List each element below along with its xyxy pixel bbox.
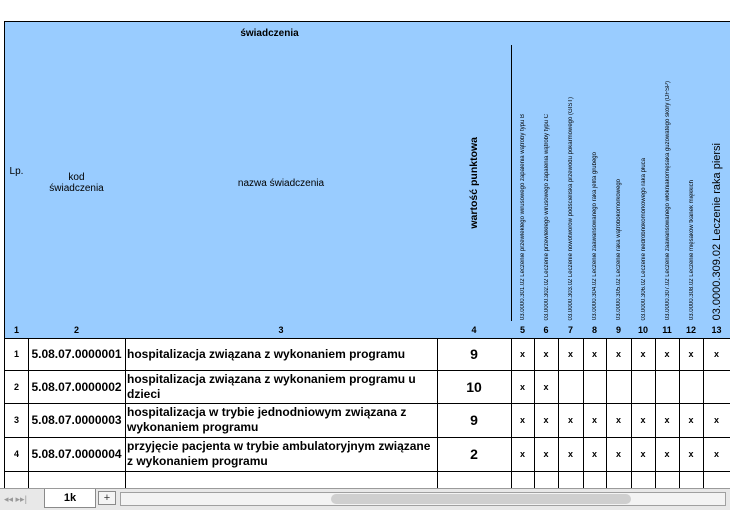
row-mark: x (713, 449, 719, 459)
table-row-name[interactable] (125, 403, 438, 438)
row-mark: x (615, 349, 621, 359)
row-mark: x (713, 415, 719, 425)
row-mark: x (688, 415, 694, 425)
row-mark: x (519, 415, 525, 425)
table-row-mark[interactable] (703, 338, 730, 371)
program-header-9[interactable] (703, 45, 730, 322)
table-row-mark[interactable] (631, 370, 656, 404)
table-row-mark[interactable] (679, 403, 704, 438)
row-mark: x (640, 349, 646, 359)
table-row-mark[interactable] (655, 437, 680, 472)
row-mark: x (543, 415, 549, 425)
col-number-7 (558, 321, 584, 339)
program-header-5[interactable] (606, 45, 632, 322)
table-row-mark[interactable] (583, 370, 607, 404)
table-row-points[interactable] (437, 338, 512, 371)
col-number-label: 3 (278, 324, 284, 335)
row-name: hospitalizacja związana z wykonaniem programu u dzieci (127, 371, 416, 401)
table-row-mark[interactable] (679, 437, 704, 472)
row-mark: x (688, 449, 694, 459)
table-row-mark[interactable] (534, 403, 559, 438)
col-number-label: 6 (543, 324, 549, 335)
col-number-label: 1 (13, 324, 19, 335)
group-header-label: świadczenia (240, 28, 299, 39)
row-points: 10 (466, 378, 482, 395)
col-number-label: 13 (711, 324, 722, 335)
table-row-mark[interactable] (655, 338, 680, 371)
header-code-label: kod świadczenia (49, 172, 104, 194)
row-lp: 1 (13, 349, 19, 359)
header-name-label: nazwa świadczenia (237, 177, 325, 189)
row-mark: x (543, 449, 549, 459)
row-mark: x (543, 381, 549, 392)
row-mark: x (615, 449, 621, 459)
table-row-points[interactable] (437, 403, 512, 438)
table-row-name[interactable] (125, 437, 438, 472)
table-row-name[interactable] (125, 338, 438, 371)
table-row-code[interactable] (28, 338, 126, 371)
program-header-label: 03.0000.304.02 Leczenie zaawansowanego raka jelita grubego (592, 151, 598, 320)
table-row-mark[interactable] (703, 370, 730, 404)
col-number-label: 11 (662, 324, 672, 335)
col-number-label: 8 (591, 324, 597, 335)
row-mark: x (713, 349, 719, 359)
table-row-mark[interactable] (558, 338, 584, 371)
col-number-4 (437, 321, 512, 339)
program-header-label: 03.0000.309.02 Leczenie raka piersi (711, 142, 723, 320)
program-header-label: 03.0000.307.02 Leczenie zaawansowanego włókniakomięsaka guzowatego skóry (DFSP) (664, 80, 671, 320)
table-row-mark[interactable] (606, 338, 632, 371)
table-row-mark[interactable] (534, 338, 559, 371)
program-header-6[interactable] (631, 45, 656, 322)
table-row-mark[interactable] (606, 370, 632, 404)
row-code: 5.08.07.0000004 (31, 447, 122, 461)
group-header[interactable] (28, 22, 512, 46)
table-row-mark[interactable] (606, 437, 632, 472)
row-mark: x (615, 415, 621, 425)
table-row-mark[interactable] (631, 403, 656, 438)
table-row-mark[interactable] (511, 370, 535, 404)
row-mark: x (519, 349, 525, 359)
table-row-lp[interactable] (5, 370, 29, 404)
table-row-mark[interactable] (631, 437, 656, 472)
table-row-mark[interactable] (631, 338, 656, 371)
row-mark: x (664, 415, 670, 425)
row-code: 5.08.07.0000002 (31, 379, 122, 394)
program-header-label: 03.0000.308.02 Leczenie mięsaków tkanek miękkich (688, 179, 695, 320)
header-name[interactable] (125, 45, 438, 322)
row-name: przyjęcie pacjenta w trybie ambulatoryjnym związane z wykonaniem programu (127, 439, 431, 468)
table-row-mark[interactable] (655, 403, 680, 438)
row-code: 5.08.07.0000003 (31, 413, 122, 427)
table-row-mark[interactable] (511, 403, 535, 438)
col-number-11 (655, 321, 680, 339)
program-header-8[interactable] (679, 45, 704, 322)
program-header-label: 03.0000.306.02 Leczenie niedrobnokomórkowego raka płuca (640, 157, 647, 320)
col-number-5 (511, 321, 535, 339)
table-row-code[interactable] (28, 403, 126, 438)
table-row-code[interactable] (28, 437, 126, 472)
col-number-8 (583, 321, 607, 339)
col-number-label: 5 (519, 324, 525, 335)
row-points: 9 (470, 412, 478, 428)
table-row-mark[interactable] (558, 370, 584, 404)
program-header-1[interactable] (511, 45, 535, 322)
header-lp-label: Lp. (9, 166, 24, 177)
header-points-label: wartość punktowa (468, 137, 480, 229)
table-row-lp[interactable] (5, 338, 29, 371)
col-number-13 (703, 321, 730, 339)
row-mark: x (640, 449, 646, 459)
tab-nav-arrows-icon[interactable]: ◂◂ ▸▸| (4, 494, 27, 504)
table-row-mark[interactable] (606, 403, 632, 438)
table-row-mark[interactable] (558, 403, 584, 438)
row-lp: 3 (13, 415, 19, 425)
row-mark: x (519, 381, 525, 392)
row-mark: x (640, 415, 646, 425)
table-row-mark[interactable] (679, 370, 704, 404)
col-number-1 (5, 321, 29, 339)
row-lp: 4 (13, 449, 19, 459)
row-mark: x (664, 449, 670, 459)
horizontal-scrollbar[interactable] (120, 492, 726, 506)
table-row-lp[interactable] (5, 437, 29, 472)
table-row-mark[interactable] (655, 370, 680, 404)
sheet-tab-bar (0, 488, 730, 510)
row-mark: x (591, 349, 597, 359)
table-row-lp[interactable] (5, 403, 29, 438)
col-number-label: 9 (615, 324, 621, 335)
row-lp: 2 (13, 381, 19, 392)
row-mark: x (688, 349, 694, 359)
row-code: 5.08.07.0000001 (31, 347, 122, 361)
row-mark: x (567, 349, 573, 359)
table-row-name[interactable] (125, 370, 438, 404)
row-mark: x (591, 415, 597, 425)
row-points: 2 (470, 446, 478, 462)
header-lp[interactable] (5, 22, 29, 322)
row-mark: x (567, 415, 573, 425)
program-header-label: 03.0000.301.02 Leczenie przewlekłego wirusowego zapalenia wątroby typu B (520, 113, 526, 320)
table-row-mark[interactable] (534, 437, 559, 472)
col-number-label: 4 (471, 324, 477, 335)
table-row-mark[interactable] (583, 338, 607, 371)
row-points: 9 (470, 346, 478, 362)
col-number-label: 2 (73, 324, 79, 335)
col-number-2 (28, 321, 126, 339)
table-row-mark[interactable] (511, 437, 535, 472)
col-number-label: 7 (567, 324, 573, 335)
row-mark: x (591, 449, 597, 459)
table-row-mark[interactable] (511, 338, 535, 371)
table-row-mark[interactable] (583, 403, 607, 438)
header-points[interactable] (437, 45, 512, 322)
program-header-7[interactable] (655, 45, 680, 322)
col-number-10 (631, 321, 656, 339)
row-mark: x (543, 349, 549, 359)
col-number-12 (679, 321, 704, 339)
col-number-9 (606, 321, 632, 339)
program-header-2[interactable] (534, 45, 559, 322)
table-row-mark[interactable] (703, 403, 730, 438)
row-mark: x (664, 349, 670, 359)
table-row-mark[interactable] (703, 437, 730, 472)
col-number-label: 10 (637, 324, 648, 335)
row-name: hospitalizacja w trybie jednodniowym związana z wykonaniem programu (127, 405, 407, 434)
program-header-label: 03.0000.303.02 Leczenie nowotworów podścieliska przewodu pokarmowego (GIST) (568, 96, 574, 320)
program-header-label: 03.0000.305.02 Leczenie raka wątrobokomórkowego (616, 178, 622, 320)
row-name: hospitalizacja związana z wykonaniem programu (127, 346, 406, 361)
program-header-3[interactable] (558, 45, 584, 322)
program-header-4[interactable] (583, 45, 607, 322)
scrollbar-thumb[interactable] (331, 494, 631, 504)
tab-sheet-1k[interactable]: 1k (44, 489, 96, 508)
table-row-points[interactable] (437, 437, 512, 472)
table-row-points[interactable] (437, 370, 512, 404)
header-code[interactable] (28, 45, 126, 322)
row-mark: x (567, 449, 573, 459)
table-row-mark[interactable] (534, 370, 559, 404)
table-row-mark[interactable] (583, 437, 607, 472)
table-row-mark[interactable] (558, 437, 584, 472)
col-number-label: 12 (685, 324, 696, 335)
col-number-6 (534, 321, 559, 339)
row-mark: x (519, 449, 525, 459)
table-row-mark[interactable] (679, 338, 704, 371)
col-number-3 (125, 321, 438, 339)
add-sheet-button[interactable]: + (98, 491, 116, 505)
table-row-code[interactable] (28, 370, 126, 404)
program-header-label: 03.0000.302.02 Leczenie przewlekłego wirusowego zapalenia wątroby typu C (543, 113, 550, 320)
